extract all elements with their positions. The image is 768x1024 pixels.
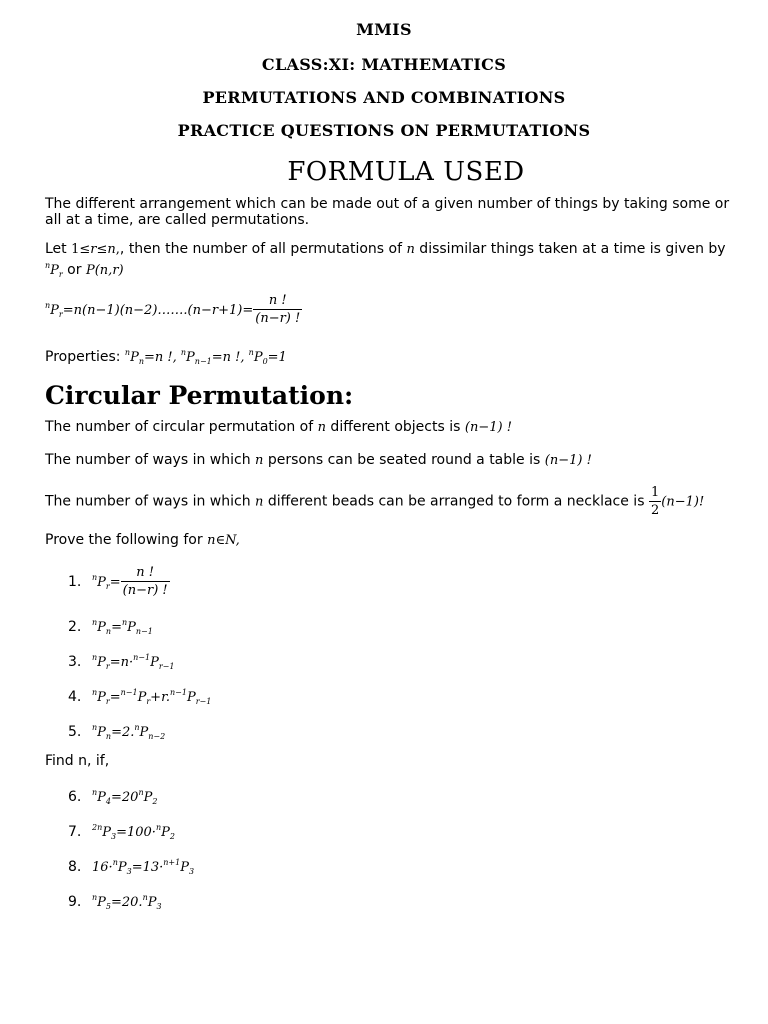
circular-line-3-text-a: The number of ways in which — [45, 493, 256, 510]
circular-line-1: The number of circular permutation of n different objects is (n−1) ! — [45, 419, 512, 435]
npr-fraction: $\frac{n !}{(n-r) !}$ — [255, 293, 301, 326]
question-2: 2. $^nP_n=^nP_{n-1}$ — [68, 618, 153, 636]
circular-line-3-text-b: different beads can be arranged to form a necklace is — [263, 493, 649, 510]
circular-line-2: The number of ways in which n persons can be seated round a table is (n−1) ! — [45, 452, 592, 468]
question-number: 1. — [68, 573, 82, 590]
chapter-heading: PERMUTATIONS AND COMBINATIONS — [202, 88, 566, 107]
school-name: MMIS — [356, 20, 412, 39]
question-8: 8. $16\cdot^nP_3=13\cdot^{n+1}P_3$ — [68, 858, 195, 876]
question-number: 8. — [68, 859, 82, 875]
question-number: 9. — [68, 894, 82, 910]
class-heading: CLASS:XI: MATHEMATICS — [261, 55, 507, 74]
question-number: 6. — [68, 789, 82, 805]
formula-used-title: FORMULA USED — [287, 157, 525, 187]
question-number: 4. — [68, 689, 82, 705]
let-text-2: , then the number of all permutations of — [119, 241, 407, 257]
question-number: 5. — [68, 724, 82, 740]
practice-heading: PRACTICE QUESTIONS ON PERMUTATIONS — [177, 121, 591, 140]
let-text-3: dissimilar things taken at a time is given by — [414, 241, 726, 257]
half-fraction: $\frac{1}{2}$ — [650, 485, 660, 518]
question-5: 5. $^nP_n=2.^nP_{n-2}$ — [68, 723, 166, 741]
properties-line: Properties: $^nP_n=n$ !, $^nP_{n-1}=n$ !, $^nP_0=1$ — [45, 348, 287, 366]
let-paragraph: Let 1≤r≤n,, then the number of all permutations of n dissimilar things taken at a time is given by $^nP_r$ or P(n,r) — [45, 241, 726, 279]
question-4: 4. $^nP_r=^{n-1}P_r+r.^{n-1}P_{r-1}$ — [68, 688, 212, 706]
prove-text: Prove the following for — [45, 532, 208, 548]
circular-line-1-text-a: The number of circular permutation of — [45, 419, 318, 435]
npr-notation: $^nP_r$ — [45, 261, 63, 279]
question-1: 1. $^nP_r=$ $\frac{n !}{(n-r) !}$ — [68, 565, 168, 598]
q1-fraction: $\frac{n !}{(n-r) !}$ — [122, 565, 168, 598]
range-expr: 1≤r≤n, — [71, 242, 120, 257]
prove-line: Prove the following for n∈N, — [45, 532, 240, 548]
circular-line-2-text-a: The number of ways in which — [45, 452, 256, 468]
circular-permutation-title: Circular Permutation: — [45, 381, 354, 410]
properties-label: Properties: — [45, 349, 125, 365]
p-n-r-notation: P(n,r) — [85, 263, 124, 278]
question-3: 3. $^nP_r=n\cdot^{n-1}P_{r-1}$ — [68, 653, 175, 671]
question-6: 6. $^nP_4=20^nP_2$ — [68, 788, 158, 806]
question-7: 7. $^{2n}P_3=100\cdot^nP_2$ — [68, 823, 175, 841]
question-number: 3. — [68, 654, 82, 670]
circular-line-3: The number of ways in which n different beads can be arranged to form a necklace is $\frac{1}{2}$ (n−1)! — [45, 485, 705, 518]
circular-line-1-text-b: different objects is — [325, 419, 465, 435]
let-text-4: or — [62, 262, 86, 278]
definition-paragraph: The different arrangement which can be made out of a given number of things by taking some or all at a time, are called permutations. — [45, 196, 730, 228]
question-number: 7. — [68, 824, 82, 840]
circular-line-2-text-b: persons can be seated round a table is — [263, 452, 545, 468]
find-n-line: Find n, if, — [45, 753, 110, 769]
question-number: 2. — [68, 619, 82, 635]
question-9: 9. $^nP_5=20.^nP_3$ — [68, 893, 162, 911]
npr-formula: $^nP_r=n(n-1)(n-2)\dots\dots.(n-r+1)=$ $\frac{n !}{(n-r) !}$ — [45, 293, 301, 326]
let-text-1: Let — [45, 241, 72, 257]
